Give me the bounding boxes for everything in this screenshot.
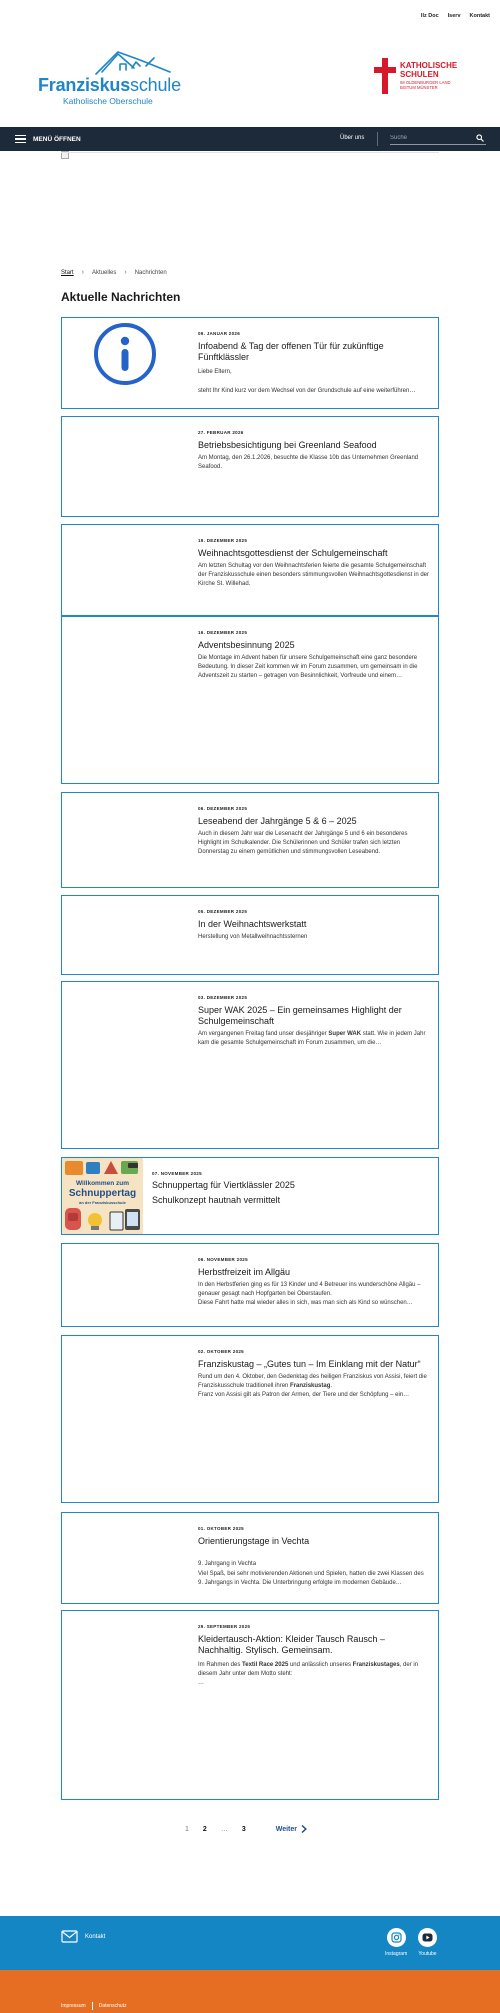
chevron-right-icon — [301, 1825, 307, 1833]
footer-contact-link[interactable] — [61, 1930, 105, 1943]
news-excerpt — [198, 1373, 430, 1391]
news-title[interactable]: Schnuppertag für Viertklässler 2025 — [152, 1180, 295, 1190]
katholische-schulen-logo[interactable] — [374, 58, 464, 98]
news-title[interactable]: Betriebsbesichtigung bei Greenland Seafood — [198, 440, 377, 450]
franziskusschule-logo[interactable] — [36, 42, 181, 122]
chevron-right-icon: › — [124, 269, 127, 276]
news-excerpt-2: Diese Fahrt hatte mal wieder alles in sich, was man sich als Kind so wünschen… — [198, 1300, 413, 1306]
news-excerpt-2: steht Ihr Kind kurz vor dem Wechsel von der Grundschule auf eine weiterführen… — [198, 388, 416, 394]
chevron-right-icon: › — [81, 269, 85, 276]
page-3[interactable]: 3 — [241, 1825, 246, 1833]
page-1: 1 — [185, 1825, 189, 1833]
news-excerpt: Liebe Eltern, — [198, 369, 232, 375]
news-title[interactable]: In der Weihnachtswerkstatt — [198, 919, 307, 929]
news-excerpt: Am Montag, den 26.1.2026, besuchte die Klasse 10b das Unternehmen Greenland Seafood. — [198, 455, 419, 470]
search-icon[interactable] — [476, 134, 484, 142]
excerpt-bold: Franziskustages — [352, 1662, 400, 1668]
logo-right-line4: BISTUM MÜNSTER — [400, 85, 438, 90]
logo-right-small — [400, 80, 451, 90]
news-card[interactable] — [61, 317, 439, 409]
hero-frame-line — [61, 152, 439, 153]
news-date: 29. SEPTEMBER 2025 — [198, 1624, 251, 1629]
news-excerpt — [198, 1661, 430, 1679]
legal-links — [61, 2002, 127, 2010]
news-date: 27. FEBRUAR 2026 — [198, 430, 244, 435]
news-card[interactable] — [61, 1243, 439, 1327]
privacy-link[interactable]: Datenschutz — [98, 2003, 127, 2009]
site-header — [0, 32, 500, 127]
news-card[interactable] — [61, 981, 439, 1149]
news-card[interactable] — [61, 1512, 439, 1604]
excerpt-text: . — [330, 1383, 333, 1389]
news-title[interactable]: Leseabend der Jahrgänge 5 & 6 – 2025 — [198, 816, 357, 826]
cross-icon — [374, 58, 396, 94]
news-title[interactable]: Adventsbesinnung 2025 — [198, 640, 295, 650]
top-link-ilz-doc[interactable]: Ilz Doc — [420, 13, 439, 19]
news-date: 19. DEZEMBER 2025 — [198, 538, 248, 543]
breadcrumb-aktuelles[interactable]: Aktuelles — [92, 269, 117, 276]
news-date: 06. NOVEMBER 2025 — [198, 1257, 248, 1262]
news-excerpt — [198, 1030, 430, 1048]
youtube-link[interactable] — [418, 1928, 437, 1957]
excerpt-bold: Super WAK — [328, 1031, 362, 1037]
top-link-kontakt[interactable]: Kontakt — [469, 13, 490, 19]
news-excerpt: 9. Jahrgang in Vechta — [198, 1561, 257, 1567]
instagram-icon — [387, 1928, 406, 1947]
news-card[interactable] — [61, 792, 439, 888]
news-excerpt: Auch in diesem Jahr war die Lesenacht der Jahrgänge 5 und 6 ein besonderes Highlight im Schulkalender. Die Schülerinnen und Schüler trafen sich letzten Donnerstag zu einem gemütlichen und stimmungsvollen Leseabend. — [198, 831, 408, 855]
hero-image — [61, 151, 441, 241]
excerpt-text: Im Rahmen des — [198, 1662, 243, 1668]
logo-name-bold: Franziskus — [38, 75, 131, 95]
page-ellipsis: … — [220, 1825, 228, 1833]
news-card[interactable] — [61, 1157, 439, 1235]
news-card[interactable] — [61, 895, 439, 975]
footer-social — [0, 1916, 500, 1970]
youtube-label: Youtube — [418, 1951, 437, 1957]
nav-divider — [377, 132, 378, 146]
footer-contact-label: Kontakt — [85, 1933, 106, 1940]
logo-subtitle: Katholische Oberschule — [63, 96, 153, 106]
news-excerpt-2: … — [198, 1680, 204, 1686]
excerpt-text: statt. Wie in jedem Jahr kam die gesamte Schulgemeinschaft im Forum zusammen, um die… — [198, 1031, 426, 1046]
imprint-link[interactable]: Impressum — [61, 2003, 86, 2009]
thumb-line-3: an der Franziskusschule — [79, 1200, 126, 1205]
news-excerpt: In den Herbstferien ging es für 13 Kinder und 4 Betreuer ins wunderschöne Allgäu – genauer gesagt nach Hopfgarten bei Oberstaufen. — [198, 1282, 421, 1297]
news-title[interactable]: Weihnachtsgottesdienst der Schulgemeinschaft — [198, 548, 388, 558]
news-title[interactable]: Super WAK 2025 – Ein gemeinsames Highlight der Schulgemeinschaft — [198, 1005, 402, 1026]
page-title: Aktuelle Nachrichten — [61, 290, 181, 304]
page-2[interactable]: 2 — [202, 1825, 207, 1833]
menu-open-button[interactable] — [15, 135, 81, 143]
news-date: 03. DEZEMBER 2025 — [198, 995, 248, 1000]
pagination — [185, 1825, 307, 1833]
mail-icon — [61, 1930, 78, 1943]
news-excerpt-2: Viel Spaß, bei sehr motivierenden Aktionen und Spielen, hatten die zwei Klassen des 9. Jahrgangs in Vechta. Die Unterbringung erfolgte im modernen Gebäude… — [198, 1571, 424, 1586]
news-date: 16. DEZEMBER 2025 — [198, 630, 248, 635]
schnuppertag-thumbnail — [62, 1158, 143, 1234]
youtube-icon — [418, 1928, 437, 1947]
search-box — [390, 132, 486, 145]
news-title[interactable]: Infoabend & Tag der offenen Tür für zukünftige Fünftklässler — [198, 341, 384, 362]
next-page-button[interactable] — [276, 1825, 307, 1833]
search-input[interactable] — [390, 135, 470, 141]
breadcrumb-start[interactable]: Start — [61, 269, 74, 276]
thumb-line-2: Schnuppertag — [68, 1188, 137, 1199]
logo-right-line1: KATHOLISCHE — [400, 61, 458, 70]
instagram-label: Instagram — [385, 1951, 408, 1957]
excerpt-text: Rund um den 4. Oktober, den Gedenktag des heiligen Franziskus von Assisi, feiert die Franziskusschule traditionell ihren — [198, 1374, 427, 1389]
info-icon — [93, 322, 157, 386]
news-excerpt-2: Franz von Assisi gilt als Patron der Armen, der Tiere und der Schöpfung – ein… — [198, 1392, 410, 1398]
excerpt-text: , der in diesem Jahr unter dem Motto steht: — [198, 1662, 419, 1677]
news-card[interactable] — [61, 616, 439, 784]
news-date: 02. OKTOBER 2025 — [198, 1349, 244, 1354]
main-navbar — [0, 127, 500, 151]
footer-divider — [92, 2002, 93, 2010]
logo-wordmark — [38, 75, 181, 96]
news-card[interactable] — [61, 1610, 439, 1800]
logo-right-line2: SCHULEN — [400, 70, 439, 79]
thumb-line-1: Willkommen zum — [75, 1180, 130, 1187]
menu-label: MENÜ ÖFFNEN — [33, 135, 81, 143]
breadcrumb — [61, 269, 167, 276]
news-date: 07. NOVEMBER 2025 — [152, 1171, 202, 1176]
news-title[interactable]: Herbstfreizeit im Allgäu — [198, 1267, 291, 1277]
news-date: 06. DEZEMBER 2025 — [198, 806, 248, 811]
news-excerpt: Am letzten Schultag vor den Weihnachtsferien feierte die gesamte Schulgemeinschaft der Franziskusschule einen besonders stimmungsvollen Weihnachtsgottesdienst in der Kirche St. Willehad. — [198, 563, 430, 587]
news-card[interactable] — [61, 524, 439, 616]
breadcrumb-current: Nachrichten — [134, 269, 167, 276]
news-date: 05. DEZEMBER 2025 — [198, 909, 248, 914]
logo-right-line3: IM OLDENBURGER LAND — [400, 80, 451, 85]
news-title[interactable]: Orientierungstage in Vechta — [198, 1536, 310, 1546]
top-utility-nav — [0, 0, 500, 32]
about-link[interactable]: Über uns — [340, 135, 365, 141]
news-excerpt: Herstellung von Metallweihnachtssternen — [198, 934, 308, 940]
news-title[interactable]: Franziskustag – „Gutes tun – Im Einklang mit der Natur“ — [198, 1359, 421, 1369]
next-label: Weiter — [275, 1825, 297, 1833]
excerpt-bold: Textil Race 2025 — [242, 1662, 289, 1668]
logo-name-rest: schule — [130, 75, 181, 95]
news-title[interactable]: Kleidertausch-Aktion: Kleider Tausch Rausch – Nachhaltig. Stylisch. Gemeinsam. — [198, 1634, 385, 1655]
news-date: 09. JANUAR 2026 — [198, 331, 241, 336]
news-date: 01. OKTOBER 2025 — [198, 1526, 244, 1531]
excerpt-bold: Franziskustag — [290, 1383, 331, 1389]
excerpt-text: Am vergangenen Freitag fand unser diesjähriger — [198, 1031, 329, 1037]
footer-legal — [0, 1970, 500, 2013]
news-card[interactable] — [61, 1335, 439, 1503]
excerpt-text: und anlässlich unseres — [288, 1662, 353, 1668]
news-card[interactable] — [61, 416, 439, 517]
top-link-iserv[interactable]: Iserv — [447, 13, 461, 19]
instagram-link[interactable] — [385, 1928, 407, 1957]
news-excerpt: Die Montage im Advent haben für unsere Schulgemeinschaft eine ganz besondere Bedeutung. In dieser Zeit kommen wir im Forum zusammen, um gemeinsam in die Adventszeit zu starten – getragen von Besinnlichkeit, Vorfreude und einem… — [198, 655, 418, 679]
logo-right-text — [400, 61, 457, 79]
hamburger-icon — [15, 135, 26, 143]
news-subtitle: Schulkonzept hautnah vermittelt — [152, 1195, 281, 1205]
